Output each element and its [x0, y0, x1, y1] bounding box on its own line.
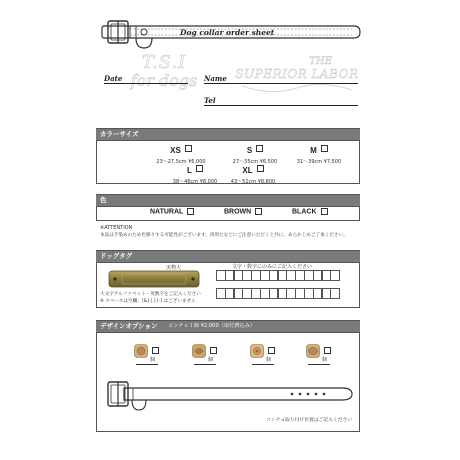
tag-actual-size-note: 実物大 — [166, 265, 182, 271]
size-xl-checkbox[interactable] — [257, 165, 264, 172]
tag-grid-caption: 文字・数字にのみにご記入ください — [232, 264, 313, 270]
color-option-brown[interactable]: BROWN — [224, 208, 262, 215]
concho-3-icon — [250, 344, 264, 358]
concho-4-unit: 個 — [322, 357, 328, 363]
tel-field[interactable] — [204, 105, 358, 106]
concho-1-unit: 個 — [150, 357, 156, 363]
concho-option-2[interactable] — [192, 340, 217, 359]
concho-2-unit: 個 — [208, 357, 214, 363]
color-size-section-header: カラーサイズ — [96, 128, 360, 141]
size-option-xs[interactable]: XS 23～27.5cm ¥6,000 — [156, 146, 206, 165]
brown-checkbox[interactable] — [255, 208, 262, 215]
concho-2-qty-field[interactable] — [194, 364, 216, 365]
size-option-xl[interactable]: XL 43～51cm ¥8,800 — [230, 166, 276, 185]
concho-4-checkbox[interactable] — [324, 347, 331, 354]
tag-letter-grid-row-1[interactable] — [216, 270, 339, 281]
date-label: Date — [104, 74, 123, 83]
dog-tag-section-header: ドッグタグ — [96, 250, 360, 263]
brand-logo-superior-labor: THE SUPERIOR LABOR — [232, 56, 362, 106]
color-section-header: 色 — [96, 194, 360, 207]
size-option-s[interactable]: S 27～35cm ¥6,500 — [232, 146, 278, 165]
tag-letter-grid-row-2[interactable] — [216, 288, 339, 299]
name-field[interactable] — [204, 83, 358, 84]
color-option-black[interactable]: BLACK — [292, 208, 328, 215]
collar-placement-diagram[interactable] — [102, 378, 356, 412]
concho-4-icon — [306, 344, 320, 358]
date-field[interactable] — [104, 83, 188, 84]
size-l-checkbox[interactable] — [196, 165, 203, 172]
concho-option-1[interactable] — [134, 340, 159, 359]
concho-option-3[interactable] — [250, 340, 275, 359]
concho-2-icon — [192, 344, 206, 358]
size-option-m[interactable]: M 31～39cm ¥7,500 — [296, 146, 342, 165]
concho-position-note: コンチョ取り付け位置はご記入ください — [266, 418, 353, 423]
tag-letter-cell[interactable] — [330, 270, 340, 281]
concho-3-unit: 個 — [266, 357, 272, 363]
attention-text: 本品は手染めのため色移りする可能性がございます。肉厚たなどにご注意いただくと共に、あらかじめご了承ください。 — [100, 233, 348, 238]
tag-letter-cell[interactable] — [330, 288, 340, 299]
brass-tag-image — [108, 270, 200, 288]
tel-label: Tel — [204, 96, 216, 105]
natural-checkbox[interactable] — [187, 208, 194, 215]
black-checkbox[interactable] — [321, 208, 328, 215]
size-s-checkbox[interactable] — [256, 145, 263, 152]
size-option-l[interactable]: L 38～46cm ¥8,000 — [172, 166, 218, 185]
concho-2-checkbox[interactable] — [210, 347, 217, 354]
design-option-section-header: デザインオプション — [96, 320, 360, 333]
attention-title: ※ATTENTION — [100, 225, 133, 231]
concho-price-note: コンチョ１個 ¥2,000（取付費込み） — [168, 323, 256, 329]
concho-1-checkbox[interactable] — [152, 347, 159, 354]
size-xs-checkbox[interactable] — [185, 145, 192, 152]
concho-3-checkbox[interactable] — [268, 347, 275, 354]
tag-note-line1: 大文字アルファベット・英数字をご記入ください — [100, 292, 201, 297]
concho-1-icon — [134, 344, 148, 358]
tag-note-line2: ※ スペースは空欄、[&] [.] [-] はございません — [100, 299, 196, 304]
color-option-natural[interactable]: NATURAL — [150, 208, 194, 215]
size-m-checkbox[interactable] — [321, 145, 328, 152]
concho-3-qty-field[interactable] — [252, 364, 274, 365]
concho-4-qty-field[interactable] — [308, 364, 330, 365]
brand-logo-tsi: T.S.I for dogs — [130, 52, 198, 90]
sheet-title: Dog collar order sheet — [180, 28, 275, 37]
concho-1-qty-field[interactable] — [136, 364, 158, 365]
flourish-ornament — [232, 82, 362, 96]
concho-option-4[interactable] — [306, 340, 331, 359]
name-label: Name — [204, 74, 227, 83]
